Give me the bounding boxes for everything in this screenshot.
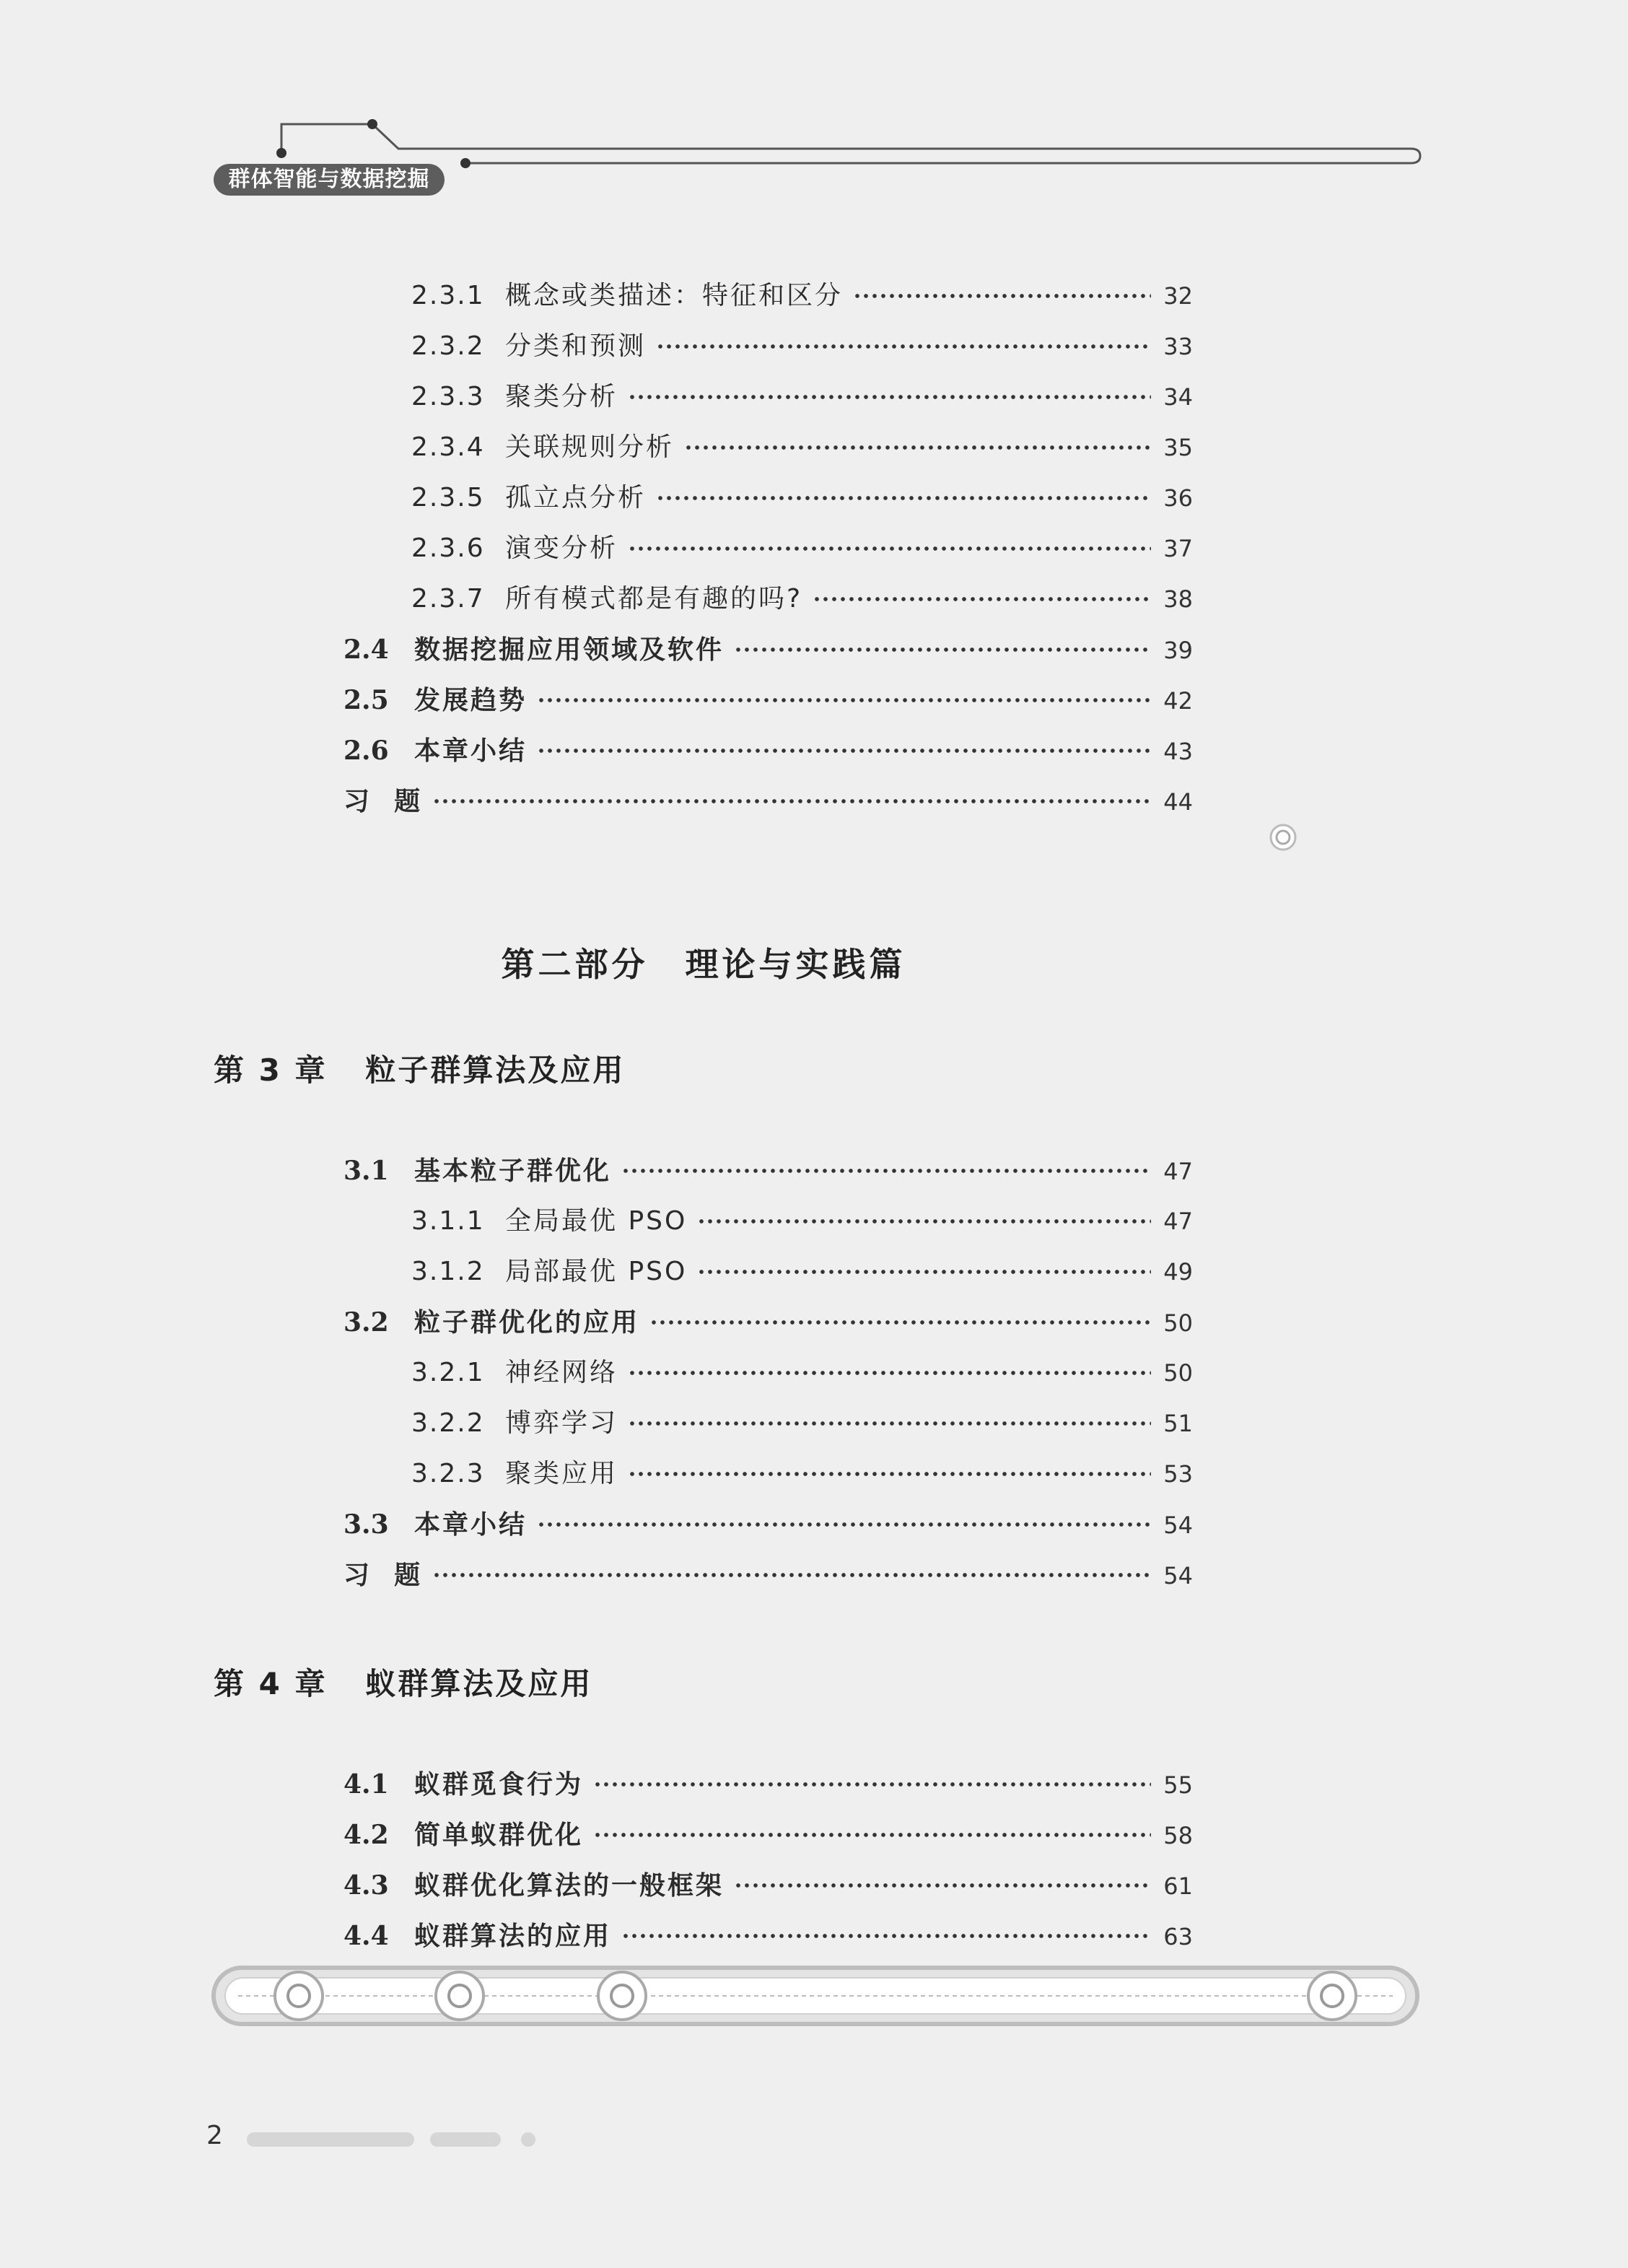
toc-entry-number: 2.6 — [343, 736, 389, 766]
toc-entry[interactable] — [411, 1200, 1193, 1243]
toc-entry-title: 神经网络 — [505, 1358, 618, 1387]
toc-entry[interactable] — [343, 780, 1193, 823]
toc-entry-page: 51 — [1163, 1410, 1193, 1437]
toc-entry-title: 蚁群优化算法的一般框架 — [414, 1870, 725, 1901]
toc-entry[interactable] — [411, 527, 1193, 570]
toc-entry-page: 63 — [1163, 1923, 1193, 1950]
toc-entry-page: 36 — [1163, 484, 1193, 512]
dot-leader — [537, 1522, 1151, 1527]
dot-leader — [628, 1370, 1151, 1376]
toc-entry-number: 4.4 — [343, 1921, 389, 1951]
toc-entry-page: 32 — [1163, 282, 1193, 310]
toc-entry-number: 3.3 — [343, 1509, 389, 1540]
toc-entry-number: 2.3.3 — [411, 382, 485, 411]
toc-entry-title: 孤立点分析 — [505, 483, 647, 513]
toc-entry[interactable] — [411, 1452, 1193, 1496]
toc-entry-title: 简单蚁群优化 — [414, 1820, 584, 1850]
chapter-heading[interactable]: 第 4 章 蚁群算法及应用 — [214, 1666, 593, 1701]
toc-entry-page: 37 — [1163, 535, 1193, 562]
toc-entry-page: 50 — [1163, 1359, 1193, 1387]
toc-entry-title: 本章小结 — [414, 1509, 528, 1540]
toc-entry-number: 2.3.4 — [411, 432, 485, 462]
toc-entry[interactable] — [343, 1813, 1193, 1857]
toc-entry-number: 4.2 — [343, 1820, 389, 1850]
dot-leader — [537, 697, 1151, 703]
toc-entry-number: 2.3.7 — [411, 584, 485, 614]
toc-entry-number: 4.1 — [343, 1769, 389, 1800]
toc-entry[interactable] — [343, 679, 1193, 722]
dot-leader — [734, 647, 1151, 653]
toc-entry[interactable] — [343, 628, 1193, 671]
toc-entry-number: 2.4 — [343, 634, 389, 665]
toc-entry-page: 54 — [1163, 1512, 1193, 1539]
toc-entry-title: 习 题 — [343, 786, 423, 816]
toc-entry[interactable] — [343, 1864, 1193, 1907]
toc-entry[interactable] — [411, 274, 1193, 318]
dot-leader — [537, 748, 1151, 754]
toc-entry-page: 55 — [1163, 1771, 1193, 1799]
toc-entry-title: 蚁群觅食行为 — [414, 1769, 584, 1800]
toc-entry-number: 3.1.1 — [411, 1206, 485, 1236]
toc-entry-title: 本章小结 — [414, 736, 528, 766]
toc-entry[interactable] — [343, 729, 1193, 772]
toc-entry[interactable] — [411, 1351, 1193, 1395]
toc-entry-number: 2.5 — [343, 685, 389, 715]
toc-entry-title: 聚类分析 — [505, 382, 618, 411]
dot-leader — [649, 1320, 1151, 1325]
toc-entry[interactable] — [411, 325, 1193, 368]
footer-decoration — [245, 2129, 548, 2150]
toc-entry-title: 全局最优 PSO — [505, 1206, 688, 1236]
toc-entry-page: 39 — [1163, 637, 1193, 664]
toc-entry[interactable] — [343, 1553, 1193, 1597]
dot-leader — [628, 394, 1151, 400]
conveyor-decoration — [209, 1963, 1422, 2028]
toc-entry-title: 演变分析 — [505, 533, 618, 563]
toc-entry-page: 42 — [1163, 687, 1193, 715]
toc-entry-title: 蚁群算法的应用 — [414, 1921, 612, 1951]
toc-entry-page: 35 — [1163, 434, 1193, 461]
dot-leader — [697, 1269, 1151, 1275]
toc-entry[interactable] — [343, 1503, 1193, 1546]
toc-entry-title: 分类和预测 — [505, 331, 647, 361]
toc-entry-number: 3.2 — [343, 1307, 389, 1338]
toc-entry-page: 33 — [1163, 333, 1193, 360]
toc-entry[interactable] — [411, 1402, 1193, 1445]
dot-leader — [621, 1933, 1151, 1939]
toc-entry-number: 3.1 — [343, 1156, 389, 1186]
chapter-heading[interactable]: 第 3 章 粒子群算法及应用 — [214, 1052, 626, 1088]
toc-entry-title: 聚类应用 — [505, 1459, 618, 1488]
toc-entry-title: 习 题 — [343, 1560, 423, 1590]
dot-leader — [628, 1421, 1151, 1426]
toc-entry[interactable] — [411, 426, 1193, 469]
toc-entry-number: 2.3.2 — [411, 331, 485, 361]
toc-entry-number: 2.3.1 — [411, 281, 485, 310]
toc-entry-page: 47 — [1163, 1158, 1193, 1185]
toc-entry[interactable] — [411, 375, 1193, 419]
dot-leader — [628, 1471, 1151, 1477]
part-title: 第二部分 理论与实践篇 — [501, 945, 906, 984]
toc-entry-number: 3.2.3 — [411, 1459, 485, 1488]
toc-entry-page: 49 — [1163, 1258, 1193, 1286]
toc-entry[interactable] — [343, 1149, 1193, 1192]
toc-entry[interactable] — [411, 476, 1193, 520]
toc-entry-title: 局部最优 PSO — [505, 1257, 688, 1286]
toc-entry[interactable] — [343, 1301, 1193, 1344]
toc-entry-page: 53 — [1163, 1460, 1193, 1488]
page-number: 2 — [206, 2121, 223, 2150]
toc-entry-page: 47 — [1163, 1208, 1193, 1235]
dot-leader — [432, 1572, 1151, 1578]
dot-leader — [593, 1832, 1151, 1838]
toc-entry[interactable] — [411, 577, 1193, 621]
toc-entry-title: 概念或类描述：特征和区分 — [505, 281, 844, 310]
toc-entry-page: 43 — [1163, 738, 1193, 765]
dot-leader — [853, 293, 1151, 299]
toc-entry-title: 关联规则分析 — [505, 432, 675, 462]
toc-entry-page: 61 — [1163, 1872, 1193, 1900]
toc-entry-page: 54 — [1163, 1562, 1193, 1589]
toc-entry-number: 3.2.2 — [411, 1408, 485, 1438]
dot-leader — [432, 798, 1151, 804]
toc-entry-title: 所有模式都是有趣的吗? — [505, 584, 803, 614]
dot-leader — [656, 495, 1151, 501]
dot-leader — [734, 1883, 1151, 1888]
dot-leader — [813, 596, 1151, 602]
dot-leader — [593, 1781, 1151, 1787]
dot-leader — [684, 445, 1151, 450]
toc-entry-title: 基本粒子群优化 — [414, 1156, 612, 1186]
toc-entry-page: 58 — [1163, 1822, 1193, 1849]
toc-entry-page: 44 — [1163, 788, 1193, 816]
toc-entry-page: 38 — [1163, 585, 1193, 613]
toc-entry[interactable] — [411, 1250, 1193, 1294]
book-title-tag: 群体智能与数据挖掘 — [214, 164, 445, 196]
toc-entry-number: 2.3.5 — [411, 483, 485, 513]
toc-entry-title: 发展趋势 — [414, 685, 528, 715]
ring-icon — [1269, 823, 1297, 852]
toc-entry-title: 数据挖掘应用领域及软件 — [414, 634, 725, 665]
toc-entry-page: 34 — [1163, 383, 1193, 411]
dot-leader — [628, 546, 1151, 551]
toc-entry-title: 博弈学习 — [505, 1408, 618, 1438]
dot-leader — [697, 1218, 1151, 1224]
dot-leader — [656, 344, 1151, 349]
toc-entry-number: 4.3 — [343, 1870, 389, 1901]
toc-entry-title: 粒子群优化的应用 — [414, 1307, 640, 1338]
toc-entry[interactable] — [343, 1914, 1193, 1958]
toc-entry-number: 3.2.1 — [411, 1358, 485, 1387]
toc-entry-number: 2.3.6 — [411, 533, 485, 563]
toc-entry-number: 3.1.2 — [411, 1257, 485, 1286]
dot-leader — [621, 1168, 1151, 1174]
toc-entry[interactable] — [343, 1763, 1193, 1806]
toc-entry-page: 50 — [1163, 1309, 1193, 1337]
